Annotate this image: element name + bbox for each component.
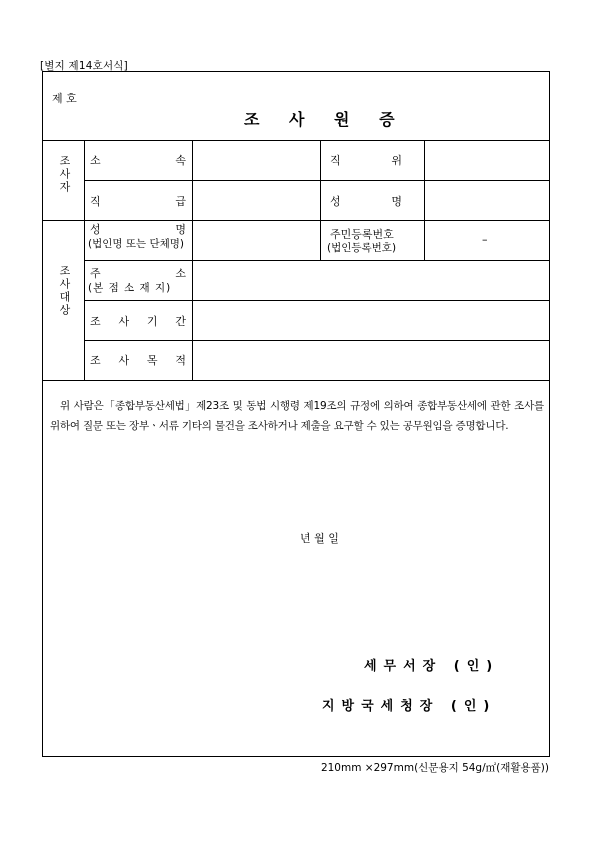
document-title: 조 사 원 증 <box>244 110 407 129</box>
rank-label: 직 급 <box>90 195 186 208</box>
subject-name-label: 성 명 <box>90 223 186 236</box>
investigation-purpose-label: 조 사 목 적 <box>90 354 186 367</box>
investigator-name-label: 성 명 <box>330 195 402 208</box>
id-number-sub-label: (법인등록번호) <box>327 242 397 254</box>
investigator-section-label: 조사자 <box>58 155 71 194</box>
affiliation-label: 소 속 <box>90 154 186 167</box>
address-sub-label: (본 점 소 재 지) <box>88 282 172 294</box>
divider <box>43 140 549 141</box>
divider <box>43 380 549 381</box>
divider <box>320 140 321 260</box>
divider <box>84 340 549 341</box>
divider <box>192 140 193 380</box>
tax-office-head-signature: 세무서장 (인) <box>364 659 500 674</box>
divider <box>84 140 85 380</box>
paper-spec-footer: 210mm ×297mm(신문용지 54g/㎡(재활용품)) <box>320 762 549 774</box>
document-number-label: 제 호 <box>52 92 77 105</box>
position-label: 직 위 <box>330 154 402 167</box>
divider <box>84 180 549 181</box>
subject-section-label: 조사대상 <box>58 265 71 317</box>
address-label: 주 소 <box>90 267 186 280</box>
form-number: [별지 제14호서식] <box>40 60 128 72</box>
id-number-label: 주민등록번호 <box>330 228 394 241</box>
date-line: 년 월 일 <box>300 532 339 545</box>
investigation-period-label: 조 사 기 간 <box>90 315 186 328</box>
regional-commissioner-signature: 지방국세청장 (인) <box>322 699 497 714</box>
divider <box>84 260 549 261</box>
divider <box>84 300 549 301</box>
id-number-separator: – <box>482 233 488 246</box>
subject-name-sub-label: (법인명 또는 단체명) <box>88 238 185 250</box>
divider <box>424 140 425 260</box>
certification-statement: 위 사람은「종합부동산세법」제23조 및 동법 시행령 제19조의 규정에 의하여 종합부동산세에 관한 조사를 위하여 질문 또는 장부ㆍ서류 기타의 물건을 조사하거나 제출을 요구할 수 있는 공무원임을 증명합니다. <box>50 400 544 432</box>
